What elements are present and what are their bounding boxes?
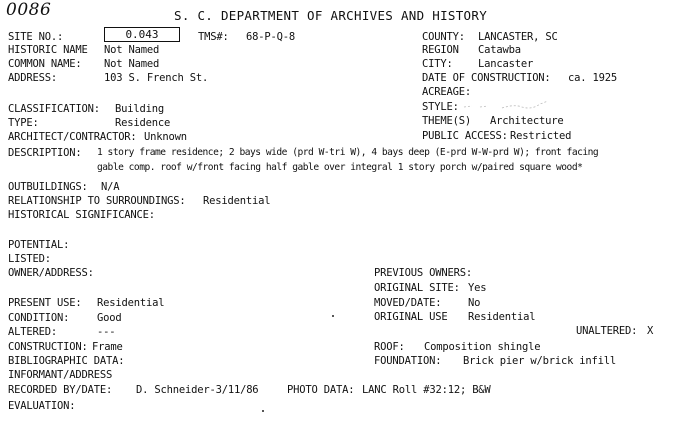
acreage-label: ACREAGE:	[422, 86, 471, 98]
present-use-label: PRESENT USE:	[8, 297, 82, 309]
site-no-value: 0.043	[125, 27, 159, 41]
foundation-label: FOUNDATION:	[374, 355, 442, 367]
original-use-value: Residential	[468, 311, 536, 323]
city-label: CITY:	[422, 58, 453, 70]
potential-label: POTENTIAL:	[8, 239, 70, 251]
type-value: Residence	[115, 117, 171, 129]
public-access-value: Restricted	[510, 130, 572, 142]
county-value: LANCASTER, SC	[478, 31, 558, 43]
construction-label: CONSTRUCTION:	[8, 341, 88, 353]
present-use-value: Residential	[97, 297, 165, 309]
recorded-by-value: D. Schneider-3/11/86	[136, 384, 259, 396]
description-label: DESCRIPTION:	[8, 147, 82, 159]
themes-value: Architecture	[490, 115, 564, 127]
recorded-by-label: RECORDED BY/DATE:	[8, 384, 113, 396]
public-access-label: PUBLIC ACCESS:	[422, 130, 508, 142]
architect-label: ARCHITECT/CONTRACTOR:	[8, 131, 137, 143]
classification-label: CLASSIFICATION:	[8, 103, 100, 115]
outbuildings-label: OUTBUILDINGS:	[8, 181, 88, 193]
historic-name-label: HISTORIC NAME	[8, 44, 88, 56]
informant-address-label: INFORMANT/ADDRESS	[8, 369, 113, 381]
type-label: TYPE:	[8, 117, 39, 129]
unaltered-label: UNALTERED:	[576, 325, 638, 337]
card-title: S. C. DEPARTMENT OF ARCHIVES AND HISTORY	[174, 8, 488, 23]
common-name-value: Not Named	[104, 58, 160, 70]
tms-label: TMS#:	[198, 31, 229, 43]
style-label: STYLE:	[422, 101, 459, 113]
outbuildings-value: N/A	[101, 181, 120, 193]
original-site-label: ORIGINAL SITE:	[374, 282, 460, 294]
faint-scribble-mark	[462, 98, 552, 112]
historical-significance-label: HISTORICAL SIGNIFICANCE:	[8, 209, 155, 221]
handwritten-card-number: 0086	[6, 0, 52, 20]
site-no-box	[104, 27, 180, 42]
condition-value: Good	[97, 312, 122, 324]
architect-value: Unknown	[144, 131, 187, 143]
description-line-1: 1 story frame residence; 2 bays wide (prd W-tri W), 4 bays deep (E-prd W-W-prd W); front facing	[97, 147, 599, 158]
photo-data-value: LANC Roll #32:12; B&W	[362, 384, 491, 396]
date-of-construction-value: ca. 1925	[568, 72, 617, 84]
original-use-label: ORIGINAL USE	[374, 311, 448, 323]
bibliographic-data-label: BIBLIOGRAPHIC DATA:	[8, 355, 125, 367]
city-value: Lancaster	[478, 58, 534, 70]
address-label: ADDRESS:	[8, 72, 57, 84]
relationship-value: Residential	[203, 195, 271, 207]
foundation-value: Brick pier w/brick infill	[463, 355, 617, 367]
original-site-value: Yes	[468, 282, 487, 294]
region-value: Catawba	[478, 44, 521, 56]
condition-label: CONDITION:	[8, 312, 70, 324]
relationship-label: RELATIONSHIP TO SURROUNDINGS:	[8, 195, 186, 207]
previous-owners-label: PREVIOUS OWNERS:	[374, 267, 472, 279]
common-name-label: COMMON NAME:	[8, 58, 82, 70]
construction-value: Frame	[92, 341, 123, 353]
unaltered-value: X	[647, 325, 654, 337]
address-value: 103 S. French St.	[104, 72, 209, 84]
classification-value: Building	[115, 103, 164, 115]
tms-value: 68-P-Q-8	[246, 31, 295, 43]
altered-label: ALTERED:	[8, 326, 57, 338]
date-of-construction-label: DATE OF CONSTRUCTION:	[422, 72, 551, 84]
altered-value: ---	[97, 326, 116, 338]
moved-date-value: No	[468, 297, 481, 309]
roof-value: Composition shingle	[424, 341, 541, 353]
region-label: REGION	[422, 44, 459, 56]
owner-address-label: OWNER/ADDRESS:	[8, 267, 94, 279]
paper-speck	[332, 315, 334, 317]
description-line-2: gable comp. roof w/front facing half gable over integral 1 story porch w/paired square wood*	[97, 162, 583, 173]
historic-name-value: Not Named	[104, 44, 160, 56]
county-label: COUNTY:	[422, 31, 465, 43]
moved-date-label: MOVED/DATE:	[374, 297, 442, 309]
listed-label: LISTED:	[8, 253, 51, 265]
themes-label: THEME(S)	[422, 115, 471, 127]
evaluation-label: EVALUATION:	[8, 400, 76, 412]
site-no-label: SITE NO.:	[8, 31, 64, 43]
roof-label: ROOF:	[374, 341, 405, 353]
paper-speck	[262, 410, 264, 412]
photo-data-label: PHOTO DATA:	[287, 384, 355, 396]
